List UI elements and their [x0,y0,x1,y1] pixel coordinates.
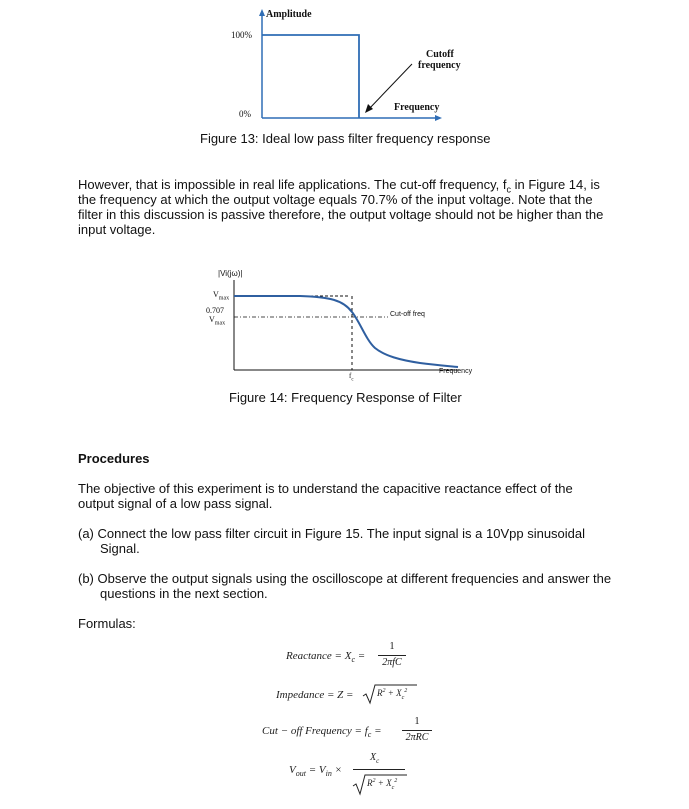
step-a-line-1: (a) Connect the low pass filter circuit in Figure 15. The input signal is a 10Vpp sinusoidal [78,526,586,541]
cutoff-denominator: 2πRC [405,732,429,743]
vout-formula-lhs: $V_{out} = V_{in}$ × [289,764,343,779]
fig14-x-axis-label: Frequency [439,368,473,375]
figure-14-chart [0,260,689,390]
step-b-line-1: (b) Observe the output signals using the oscilloscope at different frequencies and answer the [78,571,612,586]
fig13-y-arrow [259,9,265,16]
intro-fc-subscript: c [506,184,511,195]
fig14-fc-label: $f_c$ [349,372,354,383]
cutoff-numerator: 1 [414,716,420,727]
fig13-tick-100: 100% [231,30,252,40]
reactance-numerator: 1 [389,641,395,652]
figure-13-chart [0,0,689,130]
fig13-y-axis-label: Amplitude [266,9,312,20]
cutoff-fraction-bar [402,730,432,731]
impedance-formula-lhs: Impedance = Z = [276,689,354,701]
fig13-cutoff-label-2: frequency [418,60,461,71]
intro-line-4: input voltage. [78,222,156,237]
fig14-level-label-1: 0.707 [206,306,224,315]
reactance-denominator: 2πfC [382,657,402,668]
reactance-fraction-bar [378,655,406,656]
fig13-x-axis-label: Frequency [394,102,440,113]
fig14-cutoff-label: Cut-off freq [390,311,425,318]
vout-denominator: $R^2 + X_c^2$ [367,778,398,791]
fig13-tick-0: 0% [239,109,251,119]
intro-line-1: However, that is impossible in real life applications. The cut-off frequency, $f_c$ in Figure 14, is [78,177,600,195]
objective-line-2: output signal of a low pass signal. [78,496,273,511]
fig14-vmax-label: $V_{max}$ [213,290,230,302]
step-a-line-2: Signal. [100,541,140,556]
figure-14-caption: Figure 14: Frequency Response of Filter [229,390,462,405]
figure-13-caption: Figure 13: Ideal low pass filter frequency response [200,131,491,146]
step-b-line-2: questions in the next section. [100,586,268,601]
intro-line-3: filter in this discussion is passive therefore, the output voltage should not be higher than the [78,207,604,222]
fig14-y-axis-label: |Vi(jω)| [218,269,243,278]
fig13-response-line [262,35,359,118]
fig13-x-arrow [435,115,442,121]
formulas-label: Formulas: [78,616,136,631]
intro-line-2: the frequency at which the output voltage equals 70.7% of the input voltage. Note that the [78,192,593,207]
impedance-radicand: $R^2 + X_c^2$ [377,688,408,701]
vout-numerator: $X_c$ [370,752,380,765]
objective-line-1: The objective of this experiment is to understand the capacitive reactance effect of the [78,481,573,496]
cutoff-formula-lhs: Cut − off Frequency = $f_c$ = [262,725,382,740]
fig14-response-curve [234,296,458,367]
fig13-cutoff-label-1: Cutoff [426,49,454,60]
fig14-level-label-2: $V_{max}$ [209,315,226,327]
reactance-formula-lhs: Reactance = $X_c$ = [286,650,366,665]
vout-fraction-bar [353,769,405,770]
procedures-heading: Procedures [78,451,150,466]
